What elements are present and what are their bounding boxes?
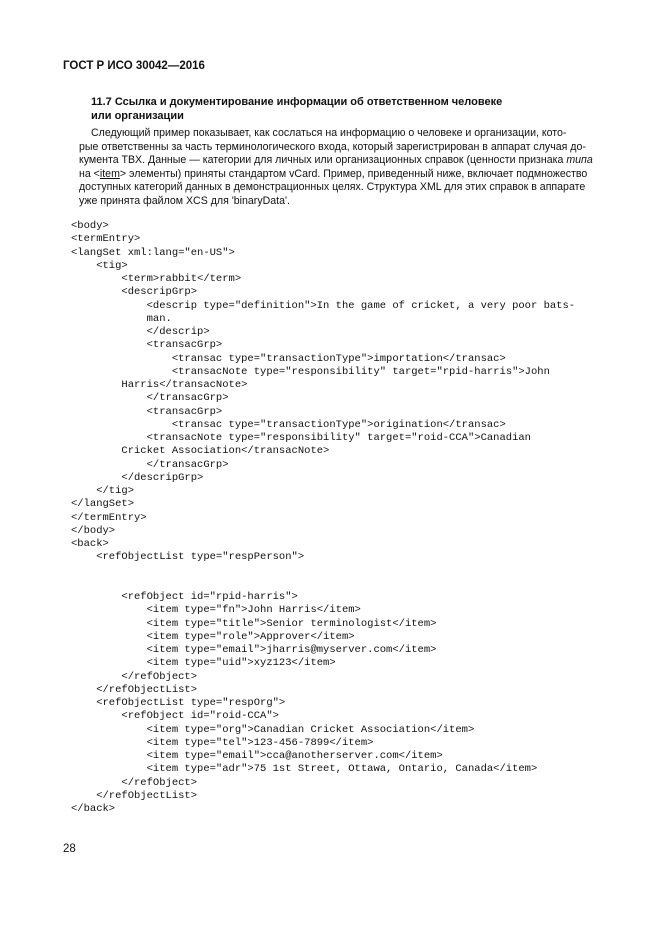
page-number: 28 xyxy=(63,843,76,855)
code-line: </refObjectList> xyxy=(71,789,198,802)
code-line: <refObject id="rpid-harris"> xyxy=(71,591,298,603)
paragraph-text: рые ответственны за часть терминологического входа, который зарегистрирован в аппарат случая до- xyxy=(79,140,586,153)
paragraph-line xyxy=(79,154,593,168)
code-line: <tig> xyxy=(71,259,128,272)
code-line: <item type="adr">75 1st Street, Ottawa, Ontario, Canada</item> xyxy=(71,763,538,776)
code-line: </termEntry> xyxy=(71,511,147,524)
code-line: <item type="title">Senior terminologist</item> xyxy=(71,617,437,630)
code-line: <transacGrp> xyxy=(71,339,223,352)
code-line: <refObjectList type="respPerson"> xyxy=(71,551,305,564)
code-line: man. xyxy=(71,312,172,325)
code-line: </tig> xyxy=(71,485,135,497)
code-line: <body> xyxy=(71,220,109,232)
paragraph-line xyxy=(79,181,593,195)
code-line: </refObject> xyxy=(71,776,198,789)
document-header: ГОСТ Р ИСО 30042—2016 xyxy=(63,60,205,72)
code-line: <transacNote type="responsibility" target="rpid-harris">John xyxy=(71,365,550,378)
code-line: <term>rabbit</term> xyxy=(71,273,242,285)
xml-code-listing xyxy=(71,220,575,816)
code-line: </transacGrp> xyxy=(71,458,229,471)
paragraph-text: кумента TBX. Данные — категории для личных или организационных справок (ценности признака xyxy=(79,154,567,167)
code-line: <item type="email">cca@anotherserver.com</item> xyxy=(71,750,443,762)
code-line: Cricket Association</transacNote> xyxy=(71,445,330,458)
section-title-line-2: или организации xyxy=(91,110,184,122)
code-line: </descrip> xyxy=(71,326,210,338)
paragraph-line xyxy=(79,195,593,209)
code-line xyxy=(71,565,575,578)
code-line: </back> xyxy=(71,803,116,815)
paragraph-text: доступных категорий данных в демонстрационных целях. Структура XML для этих справок в аппарате xyxy=(79,181,586,194)
code-line: </descripGrp> xyxy=(71,471,204,484)
paragraph-line xyxy=(79,141,593,155)
code-line: </refObject> xyxy=(71,670,198,683)
code-line: <transac type="transactionType">importation</transac> xyxy=(71,352,506,365)
code-line: </transacGrp> xyxy=(71,392,229,405)
paragraph-text: на < xyxy=(79,167,100,180)
code-line: <back> xyxy=(71,538,109,550)
code-line: <item type="role">Approver</item> xyxy=(71,630,355,643)
code-line: Harris</transacNote> xyxy=(71,379,248,391)
code-line: </body> xyxy=(71,524,116,537)
paragraph-text: > элементы) приняты стандартом vCard. Пример, приведенный ниже, включает подмножество xyxy=(119,167,588,180)
code-line: <transac type="transactionType">origination</transac> xyxy=(71,418,506,431)
code-line: <descrip type="definition">In the game of cricket, a very poor bats- xyxy=(71,299,576,312)
code-line: <langSet xml:lang="en-US"> xyxy=(71,246,235,259)
code-line: <item type="uid">xyz123</item> xyxy=(71,657,336,670)
code-line: <item type="org">Canadian Cricket Association</item> xyxy=(71,723,475,736)
code-line: <descripGrp> xyxy=(71,286,198,299)
paragraph-line xyxy=(79,168,593,182)
paragraph-text: уже принята файлом XCS для 'binaryData'. xyxy=(79,194,290,207)
code-line: <termEntry> xyxy=(71,233,141,246)
code-line: <item type="email">jharris@myserver.com</item> xyxy=(71,644,437,656)
paragraph-line: Следующий пример показывает, как сослаться на информацию о человеке и организации, кото- xyxy=(91,127,567,139)
code-line: <transacNote type="responsibility" target="roid-CCA">Canadian xyxy=(71,432,531,444)
code-line: <item type="fn">John Harris</item> xyxy=(71,604,361,617)
code-line: <refObject id="roid-CCA"> xyxy=(71,710,279,723)
code-line xyxy=(71,578,575,591)
code-line: </refObjectList> xyxy=(71,683,198,696)
emphasis-text: типа xyxy=(566,154,593,167)
code-line: <refObjectList type="respOrg"> xyxy=(71,697,286,709)
item-element-link[interactable]: item xyxy=(99,167,120,180)
section-heading xyxy=(91,95,591,123)
code-line: <item type="tel">123-456-7899</item> xyxy=(71,736,374,749)
code-line: </langSet> xyxy=(71,498,135,511)
section-title-line-1: 11.7 Ссылка и документирование информации об ответственном человеке xyxy=(91,96,503,108)
code-line: <transacGrp> xyxy=(71,405,223,418)
body-paragraph xyxy=(79,127,593,209)
